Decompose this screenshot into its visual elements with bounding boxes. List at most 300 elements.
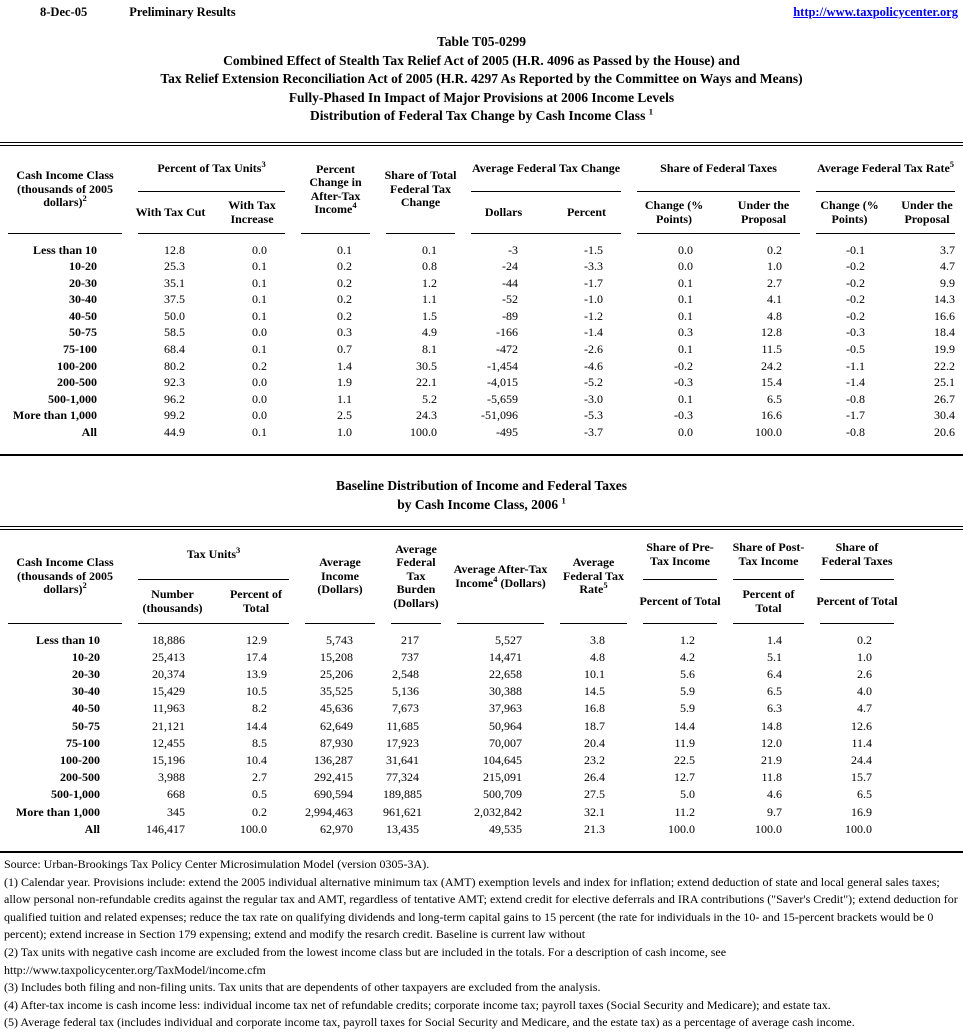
cell-value: 25.3 [164, 259, 185, 274]
cell-value: 189,885 [383, 787, 422, 802]
cell-value: -0.3 [674, 408, 694, 423]
cell-value: 2,994,463 [305, 804, 353, 819]
col-header-with-tax-cut: With Tax Cut [130, 192, 211, 234]
cell-value: 68.4 [164, 342, 185, 357]
cell-value: 3.7 [940, 242, 956, 257]
row-label: 200-500 [60, 770, 100, 785]
cell-value: 5.1 [767, 649, 782, 664]
cell-value: 2.7 [252, 770, 267, 785]
cell-value: 62,649 [320, 718, 353, 733]
title-line: Fully-Phased In Impact of Major Provisions at 2006 Income Levels [288, 89, 675, 105]
cell-value: 1.2 [680, 632, 695, 647]
col-header-percent-of-total: Percent of Total [215, 580, 297, 624]
cell-value: 80.2 [164, 358, 185, 373]
cell-value: 5.2 [422, 391, 438, 406]
cell-value: 49,535 [489, 821, 522, 836]
cell-value: 12.8 [164, 242, 185, 257]
col-header-percent-of-total: Percent of Total [812, 580, 902, 624]
cell-value: 0.1 [337, 242, 353, 257]
table-row [0, 275, 963, 292]
cell-value: 37,963 [489, 701, 522, 716]
cell-value: -0.8 [846, 425, 866, 440]
cell-value: 99.2 [164, 408, 185, 423]
header-underline [560, 623, 627, 624]
cell-value: 217 [401, 632, 419, 647]
cell-value: 31,641 [386, 753, 419, 768]
cell-value: 0.2 [857, 632, 872, 647]
row-label: 40-50 [72, 701, 100, 716]
cell-value: 0.2 [337, 275, 353, 290]
cell-value: 737 [401, 649, 419, 664]
cell-value: -1,454 [487, 358, 519, 373]
footnote-line: (1) Calendar year. Provisions include: extend the 2005 individual alternative minimum tax (AMT) exemption levels and index for inflation; extend deduction of state and local general sales taxes; allow personal non-refundable credits against the regular tax and AMT, regardless of tentative AMT; extend credit for elective deferrals and IRA contributions ("Saver's Credit"); extend deduction for qualified tuition and related expenses; reduce the tax rate on qualifying dividends and long-term capital gains to 15 percent (the rate for individuals in the 10- and 15-percent brackets would be 0 percent); extend increase in Section 179 expensing; extend and modify the resarch credit. Baseline is current law without [4, 874, 958, 942]
cell-value: 20.4 [584, 735, 605, 750]
cell-value: 50.0 [164, 308, 185, 323]
cell-value: 1.4 [767, 632, 782, 647]
cell-value: 4.9 [422, 325, 438, 340]
cell-value: 0.0 [678, 259, 694, 274]
cell-value: 3.8 [590, 632, 605, 647]
report-title-block [0, 33, 963, 126]
cell-value: 8.1 [422, 342, 438, 357]
row-label: 500-1,000 [48, 391, 97, 406]
col-header-percent-of-tax-units: Percent of Tax Units$^3$ [130, 146, 293, 192]
cell-value: -0.2 [846, 292, 866, 307]
table-row [0, 769, 902, 786]
cell-value: 0.3 [678, 325, 694, 340]
cell-value: 4.1 [767, 292, 783, 307]
cell-value: 2.7 [767, 275, 783, 290]
cell-value: 0.2 [252, 358, 268, 373]
cell-value: -472 [496, 342, 519, 357]
header-underline [471, 233, 544, 234]
cell-value: -166 [496, 325, 519, 340]
cell-value: 668 [167, 787, 185, 802]
row-label: 200-500 [57, 375, 97, 390]
cell-value: -0.5 [846, 342, 866, 357]
cell-value: 500,709 [483, 787, 522, 802]
col-header-share-federal-taxes: Share of Federal Taxes [812, 530, 902, 580]
table-row [0, 786, 902, 803]
header-underline [643, 623, 717, 624]
cell-value: -3.0 [584, 391, 604, 406]
cell-value: 4.6 [767, 787, 782, 802]
cell-value: 0.1 [252, 342, 268, 357]
cell-value: 11,963 [152, 701, 185, 716]
cell-value: 11.8 [761, 770, 782, 785]
col-header-avg-federal-tax-rate: Average Federal Tax Rate$^5$ [552, 530, 635, 624]
cell-value: 11.4 [851, 735, 872, 750]
cell-value: 37.5 [164, 292, 185, 307]
header-underline [891, 233, 955, 234]
header-underline [719, 233, 800, 234]
cell-value: 96.2 [164, 391, 185, 406]
taxpolicycenter-link[interactable]: http://www.taxpolicycenter.org [793, 5, 958, 19]
cell-value: 5.9 [680, 701, 695, 716]
cell-value: 4.8 [590, 649, 605, 664]
cell-value: 2,548 [392, 667, 419, 682]
cell-value: 19.9 [934, 342, 956, 357]
col-header-change-points-rate: Change (% Points) [808, 192, 891, 234]
cell-value: 6.5 [767, 391, 783, 406]
title-line: by Cash Income Class, 2006 $^1$ [397, 495, 566, 512]
cell-value: 6.3 [767, 701, 782, 716]
cell-value: 24.3 [416, 408, 438, 423]
baseline-table-frame [0, 526, 963, 853]
row-label: 75-100 [66, 735, 100, 750]
cell-value: -1.7 [584, 275, 604, 290]
cell-value: 215,091 [483, 770, 522, 785]
cell-value: 27.5 [584, 787, 605, 802]
row-label: 30-40 [69, 292, 97, 307]
table-row [0, 258, 963, 275]
cell-value: 1.9 [337, 375, 353, 390]
row-label: 50-75 [69, 325, 97, 340]
col-header-under-proposal-taxes: Under the Proposal [719, 192, 808, 234]
baseline-distribution-table [0, 530, 902, 851]
cell-value: 4.7 [857, 701, 872, 716]
cell-value: 14,471 [489, 649, 522, 664]
header-underline [8, 623, 122, 624]
cell-value: -1.1 [846, 358, 866, 373]
cell-value: -0.2 [674, 358, 694, 373]
row-label: 40-50 [69, 308, 97, 323]
cell-value: -1.5 [584, 242, 604, 257]
cell-value: -89 [502, 308, 519, 323]
col-header-number-thousands: Number (thousands) [130, 580, 215, 624]
cell-value: 22,658 [489, 667, 522, 682]
cell-value: -24 [502, 259, 519, 274]
cell-value: 15.4 [761, 375, 783, 390]
cell-value: -52 [502, 292, 519, 307]
cell-value: 10.1 [584, 667, 605, 682]
cell-value: 100.0 [755, 821, 782, 836]
cell-value: 13.9 [246, 667, 267, 682]
cell-value: 24.2 [761, 358, 783, 373]
cell-value: 21,121 [152, 718, 185, 733]
cell-value: 0.2 [767, 242, 783, 257]
header-underline [211, 233, 285, 234]
table-row [0, 341, 963, 358]
cell-value: 0.0 [252, 242, 268, 257]
cell-value: 32.1 [584, 804, 605, 819]
table1-sub-header-row [0, 192, 963, 234]
footnote-line: (5) Average federal tax (includes individual and corporate income tax, payroll taxes for Social Security and Medicare, and the estate tax) as a percentage of average cash income. [4, 1015, 855, 1030]
col-header-avg-after-tax-income: Average After-Tax Income$^4$ (Dollars) [449, 530, 552, 624]
cell-value: -1.0 [584, 292, 604, 307]
cell-value: -2.6 [584, 342, 604, 357]
cell-value: 25,413 [152, 649, 185, 664]
cell-value: 14.5 [584, 684, 605, 699]
cell-value: 3,988 [158, 770, 185, 785]
title-line: Combined Effect of Stealth Tax Relief Act of 2005 (H.R. 4096 as Passed by the House) and [223, 52, 740, 68]
footnote-line: Source: Urban-Brookings Tax Policy Center Microsimulation Model (version 0305-3A). [4, 857, 430, 872]
table-row [0, 374, 963, 391]
cell-value: 14.8 [761, 718, 782, 733]
cell-value: 16.8 [584, 701, 605, 716]
cell-value: 2.5 [337, 408, 353, 423]
cell-value: 5,136 [392, 684, 419, 699]
cell-value: 22.1 [416, 375, 438, 390]
cell-value: 1.2 [422, 275, 438, 290]
cell-value: 6.5 [857, 787, 872, 802]
cell-value: 87,930 [320, 735, 353, 750]
cell-value: 26.7 [934, 391, 956, 406]
cell-value: 25.1 [934, 375, 956, 390]
cell-value: 2.6 [857, 667, 872, 682]
cell-value: 26.4 [584, 770, 605, 785]
cell-value: 0.0 [678, 425, 694, 440]
cell-value: 0.1 [678, 275, 694, 290]
cell-value: 5.0 [680, 787, 695, 802]
cell-value: 24.4 [851, 753, 872, 768]
col-header-percent-of-total: Percent of Total [725, 580, 812, 624]
cell-value: 100.0 [240, 821, 267, 836]
table-row [0, 234, 963, 259]
cell-value: -5,659 [487, 391, 519, 406]
cell-value: 2,032,842 [474, 804, 522, 819]
cell-value: 15.7 [851, 770, 872, 785]
cell-value: 104,645 [483, 753, 522, 768]
cell-value: 146,417 [146, 821, 185, 836]
table-row [0, 752, 902, 769]
cell-value: -4,015 [487, 375, 519, 390]
cell-value: 12.8 [761, 325, 783, 340]
cell-value: 0.5 [252, 787, 267, 802]
header-underline [544, 233, 621, 234]
cell-value: -1.4 [846, 375, 866, 390]
cell-value: 11.2 [674, 804, 695, 819]
col-header-avg-federal-tax-rate: Average Federal Tax Rate$^5$ [808, 146, 963, 192]
cell-value: -0.1 [846, 242, 866, 257]
cell-value: 0.0 [252, 391, 268, 406]
footnote-line: http://www.taxpolicycenter.org/TaxModel/income.cfm [4, 962, 266, 977]
cell-value: -0.3 [846, 325, 866, 340]
row-label: All [84, 821, 100, 836]
cell-value: 0.1 [678, 292, 694, 307]
cell-value: 4.8 [767, 308, 783, 323]
table-row [0, 821, 902, 851]
col-header-under-proposal-rate: Under the Proposal [891, 192, 963, 234]
cell-value: -3 [508, 242, 519, 257]
cell-value: 7,673 [392, 701, 419, 716]
col-header-pct-change-after-tax-income: Percent Change in After-Tax Income$^4$ [293, 146, 378, 234]
cell-value: 18,886 [152, 632, 185, 647]
table-row [0, 718, 902, 735]
cell-value: 292,415 [314, 770, 353, 785]
cell-value: 1.0 [767, 259, 783, 274]
cell-value: 50,964 [489, 718, 522, 733]
cell-value: 14.3 [934, 292, 956, 307]
cell-value: 11.9 [674, 735, 695, 750]
col-header-cash-income-class: Cash Income Class (thousands of 2005 dollars)$^2$ [0, 146, 130, 234]
date-label: 8-Dec-05 [40, 5, 88, 19]
cell-value: 9.9 [940, 275, 956, 290]
federal-tax-change-table [0, 146, 963, 454]
header-underline [637, 233, 719, 234]
header-underline [820, 623, 894, 624]
cell-value: 30.5 [416, 358, 438, 373]
cell-value: 1.0 [857, 649, 872, 664]
footnotes [0, 853, 963, 1032]
col-header-share-of-federal-taxes: Share of Federal Taxes [629, 146, 808, 192]
cell-value: 5,743 [326, 632, 353, 647]
table-number: Table T05-0299 [437, 34, 526, 49]
table-row [0, 700, 902, 717]
cell-value: 70,007 [489, 735, 522, 750]
cell-value: 4.2 [680, 649, 695, 664]
cell-value: 22.5 [674, 753, 695, 768]
table1-group-header-row [0, 146, 963, 192]
cell-value: 10.5 [246, 684, 267, 699]
cell-value: 18.7 [584, 718, 605, 733]
title-line: Distribution of Federal Tax Change by Cash Income Class $^1$ [310, 106, 653, 123]
cell-value: 45,636 [320, 701, 353, 716]
cell-value: 0.3 [337, 325, 353, 340]
table-row [0, 624, 902, 649]
cell-value: -0.2 [846, 275, 866, 290]
row-label: 100-200 [57, 358, 97, 373]
header-underline [386, 233, 455, 234]
cell-value: 8.2 [252, 701, 267, 716]
tax-change-table-frame [0, 142, 963, 456]
cell-value: 345 [167, 804, 185, 819]
header-underline [138, 233, 211, 234]
cell-value: 77,324 [386, 770, 419, 785]
row-label: Less than 10 [32, 242, 97, 257]
cell-value: 20.6 [934, 425, 956, 440]
table-row [0, 735, 902, 752]
row-label: 500-1,000 [51, 787, 100, 802]
cell-value: 1.5 [422, 308, 438, 323]
cell-value: -51,096 [481, 408, 519, 423]
col-header-average-income: Average Income (Dollars) [297, 530, 383, 624]
cell-value: 961,621 [383, 804, 422, 819]
cell-value: 0.7 [337, 342, 353, 357]
col-header-share-post-tax-income: Share of Post-Tax Income [725, 530, 812, 580]
cell-value: 35,525 [320, 684, 353, 699]
col-header-cash-income-class: Cash Income Class (thousands of 2005 dollars)$^2$ [0, 530, 130, 624]
cell-value: 0.0 [252, 325, 268, 340]
cell-value: 6.5 [767, 684, 782, 699]
cell-value: 0.0 [252, 375, 268, 390]
cell-value: 9.7 [767, 804, 782, 819]
cell-value: -4.6 [584, 358, 604, 373]
cell-value: 1.4 [337, 358, 353, 373]
cell-value: 0.1 [422, 242, 438, 257]
cell-value: 0.1 [252, 425, 268, 440]
cell-value: 12,455 [152, 735, 185, 750]
cell-value: 62,970 [320, 821, 353, 836]
row-label: 10-20 [72, 649, 100, 664]
header-underline [305, 623, 375, 624]
cell-value: 1.1 [337, 391, 353, 406]
cell-value: 18.4 [934, 325, 956, 340]
cell-value: 14.4 [246, 718, 267, 733]
row-label: 10-20 [69, 259, 97, 274]
cell-value: 0.1 [252, 292, 268, 307]
col-header-avg-federal-tax-burden: Average Federal Tax Burden (Dollars) [383, 530, 449, 624]
cell-value: 11,685 [386, 718, 419, 733]
cell-value: 690,594 [314, 787, 353, 802]
col-header-share-of-total-change: Share of Total Federal Tax Change [378, 146, 463, 234]
cell-value: 20,374 [152, 667, 185, 682]
header-underline [816, 233, 891, 234]
cell-value: 0.0 [252, 408, 268, 423]
cell-value: 100.0 [410, 425, 438, 440]
row-label: More than 1,000 [15, 804, 100, 819]
status-label: Preliminary Results [129, 5, 236, 19]
document-header [0, 0, 963, 20]
cell-value: 0.1 [252, 308, 268, 323]
col-header-avg-federal-tax-change: Average Federal Tax Change [463, 146, 629, 192]
footnote-line: (2) Tax units with negative cash income are excluded from the lowest income class but are included in the totals. For a description of cash income, see [4, 945, 727, 960]
col-header-with-tax-increase: With Tax Increase [211, 192, 293, 234]
cell-value: 4.0 [857, 684, 872, 699]
col-header-change-points-taxes: Change (% Points) [629, 192, 719, 234]
header-underline [391, 623, 441, 624]
cell-value: 100.0 [668, 821, 695, 836]
cell-value: -1.2 [584, 308, 604, 323]
col-header-dollars: Dollars [463, 192, 544, 234]
header-underline [301, 233, 370, 234]
table2-body [0, 624, 902, 851]
cell-value: 5.6 [680, 667, 695, 682]
cell-value: 35.1 [164, 275, 185, 290]
cell-value: 14.4 [674, 718, 695, 733]
table-row [0, 649, 902, 666]
cell-value: -1.4 [584, 325, 604, 340]
table-row [0, 358, 963, 375]
col-header-percent-of-total: Percent of Total [635, 580, 725, 624]
table-row [0, 308, 963, 325]
cell-value: 0.1 [252, 259, 268, 274]
table2-group-header-row [0, 530, 902, 580]
cell-value: 136,287 [314, 753, 353, 768]
cell-value: 92.3 [164, 375, 185, 390]
cell-value: 15,196 [152, 753, 185, 768]
title-line: Baseline Distribution of Income and Federal Taxes [335, 477, 627, 493]
cell-value: 12.7 [674, 770, 695, 785]
row-label: 50-75 [72, 718, 100, 733]
cell-value: -44 [502, 275, 519, 290]
table1-body [0, 234, 963, 454]
cell-value: -3.3 [584, 259, 604, 274]
row-label: 20-30 [72, 667, 100, 682]
cell-value: 5.9 [680, 684, 695, 699]
cell-value: 25,206 [320, 667, 353, 682]
row-label: 75-100 [63, 342, 97, 357]
cell-value: 6.4 [767, 667, 782, 682]
cell-value: 21.9 [761, 753, 782, 768]
cell-value: 0.1 [678, 308, 694, 323]
cell-value: 8.5 [252, 735, 267, 750]
cell-value: 13,435 [386, 821, 419, 836]
cell-value: 0.1 [678, 391, 694, 406]
col-header-share-pre-tax-income: Share of Pre-Tax Income [635, 530, 725, 580]
cell-value: 0.2 [337, 292, 353, 307]
header-underline [457, 623, 544, 624]
row-label: 30-40 [72, 684, 100, 699]
cell-value: 5,527 [495, 632, 522, 647]
cell-value: 1.1 [422, 292, 438, 307]
cell-value: 16.6 [761, 408, 783, 423]
row-label: 100-200 [60, 753, 100, 768]
cell-value: -5.2 [584, 375, 604, 390]
cell-value: 12.6 [851, 718, 872, 733]
cell-value: 100.0 [755, 425, 783, 440]
cell-value: 30.4 [934, 408, 956, 423]
